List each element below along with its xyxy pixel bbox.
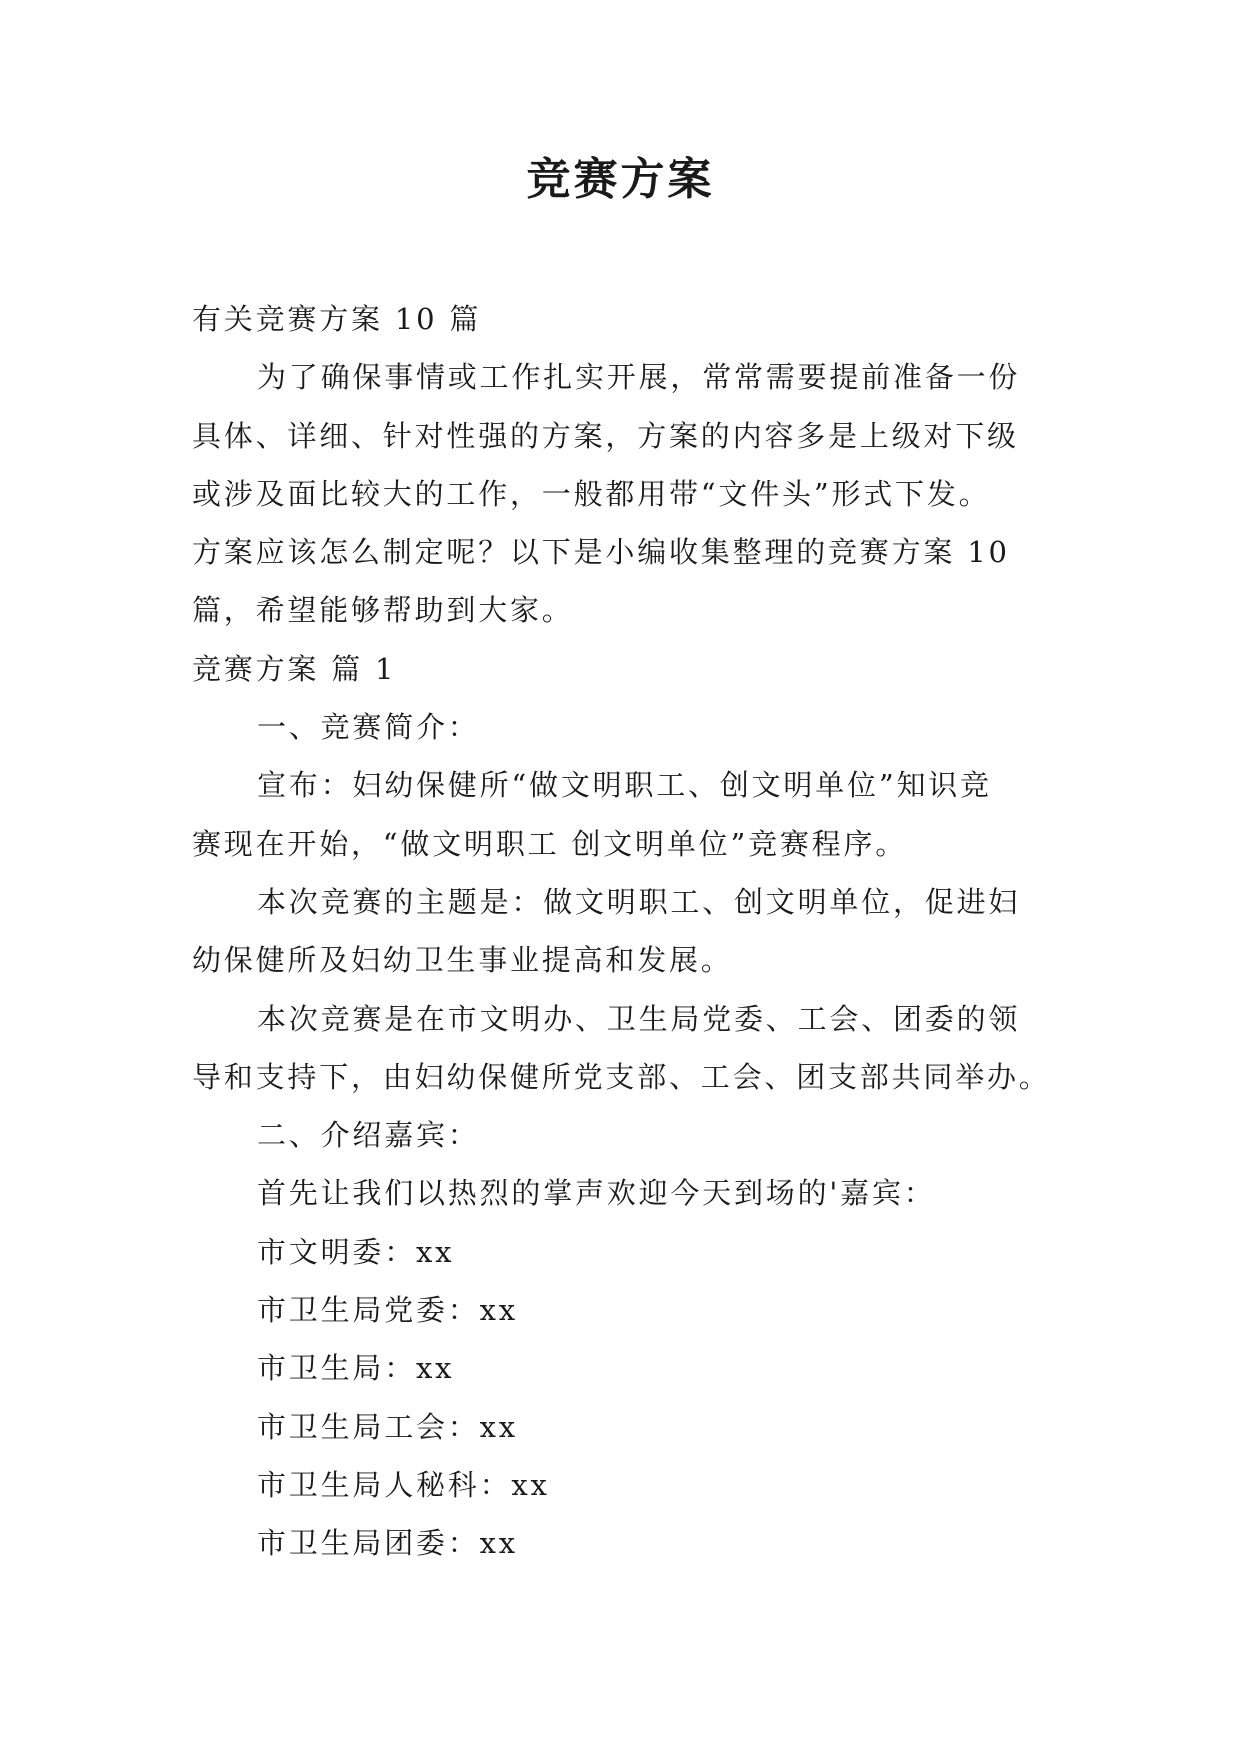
text-line: 本次竞赛的主题是：做文明职工、创文明单位，促进妇 — [257, 884, 1021, 919]
text-line: 竞赛方案 篇 1 — [192, 651, 397, 686]
text-line: 方案应该怎么制定呢？以下是小编收集整理的竞赛方案 10 — [192, 535, 1010, 570]
text-line: 宣布：妇幼保健所“做文明职工、创文明单位”知识竞 — [257, 768, 992, 803]
text-line: 市卫生局：xx — [257, 1351, 455, 1386]
text-line: 篇，希望能够帮助到大家。 — [192, 593, 574, 628]
text-line: 赛现在开始，“做文明职工 创文明单位”竞赛程序。 — [192, 826, 908, 861]
text-line: 幼保健所及妇幼卫生事业提高和发展。 — [192, 943, 733, 978]
text-line: 市卫生局工会：xx — [257, 1409, 518, 1444]
text-line: 或涉及面比较大的工作，一般都用带“文件头”形式下发。 — [192, 476, 991, 511]
text-line: 本次竞赛是在市文明办、卫生局党委、工会、团委的领 — [257, 1001, 1021, 1036]
text-line: 首先让我们以热烈的掌声欢迎今天到场的'嘉宾： — [257, 1176, 936, 1211]
text-line: 市卫生局党委：xx — [257, 1293, 518, 1328]
document-title: 竞赛方案 — [526, 154, 715, 205]
text-line: 一、竞赛简介： — [257, 710, 480, 745]
text-line: 导和支持下，由妇幼保健所党支部、工会、团支部共同举办。 — [192, 1059, 1051, 1094]
document-body — [192, 290, 1052, 1573]
text-line: 具体、详细、针对性强的方案，方案的内容多是上级对下级 — [192, 418, 1019, 453]
text-line: 市文明委：xx — [257, 1234, 455, 1269]
text-line: 市卫生局团委：xx — [257, 1526, 518, 1561]
text-line: 二、介绍嘉宾： — [257, 1118, 480, 1153]
text-line: 有关竞赛方案 10 篇 — [192, 302, 482, 336]
text-line: 市卫生局人秘科：xx — [257, 1467, 550, 1502]
text-line: 为了确保事情或工作扎实开展，常常需要提前准备一份 — [257, 360, 1021, 395]
